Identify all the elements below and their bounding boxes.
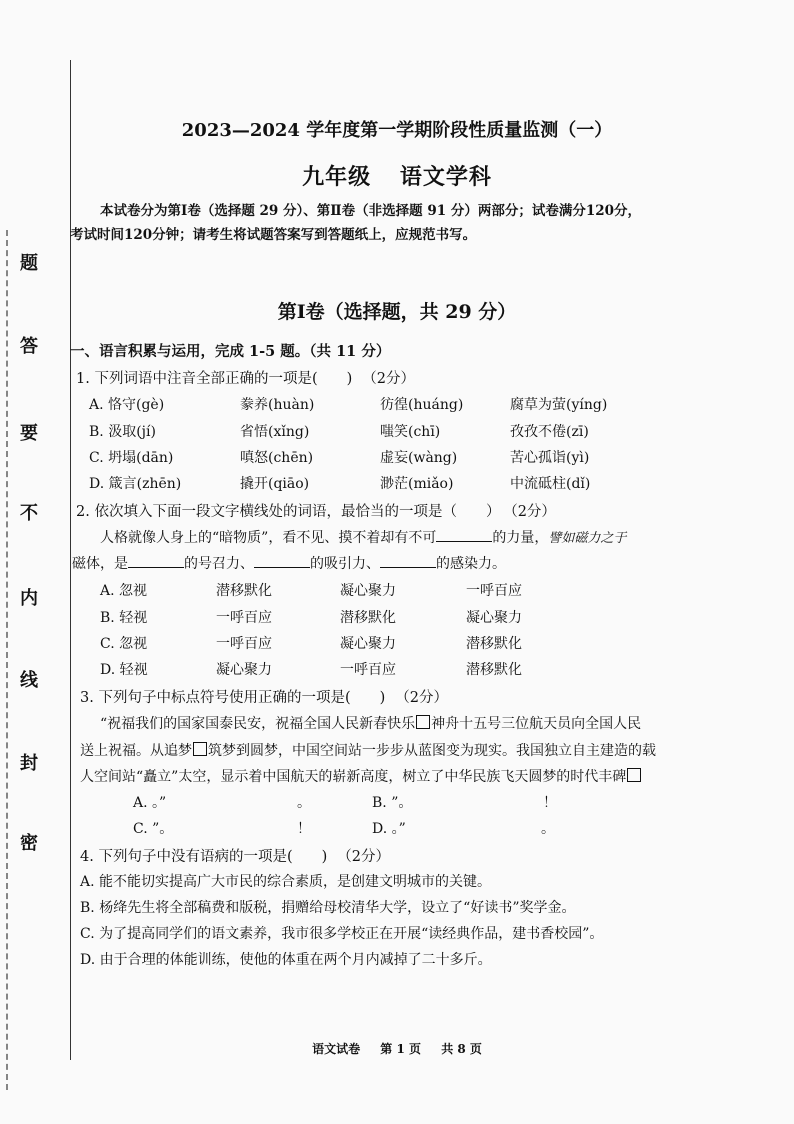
binding-dashes [6, 230, 18, 1090]
passage-text: 筑梦到圆梦，中国空间站一步步从蓝图变为现实。我国独立自主建造的载 [208, 743, 656, 759]
q2-option-c-4: 潜移默化 [466, 636, 522, 652]
q1-option-d-4: 中流砥柱(dǐ) [510, 476, 591, 492]
passage-text: 送上祝福。从追梦 [80, 743, 192, 759]
question-score: （2分） [337, 849, 390, 865]
q1-option-c-3: 虚妄(wàng) [380, 450, 458, 466]
q1-option-b-3: 嗤笑(chī) [380, 424, 441, 440]
punctuation-box [193, 742, 207, 756]
seal-char: 题 [20, 253, 38, 274]
q1-option-a-2: 豢养(huàn) [240, 397, 315, 413]
q3-option-d: D. 。” [372, 821, 406, 837]
fill-blank [128, 555, 184, 568]
q2-option-b-2: 一呼百应 [216, 610, 272, 626]
page-footer [0, 1040, 794, 1057]
q1-option-d: D. 箴言(zhēn) [89, 476, 182, 492]
binding-line [70, 60, 71, 1060]
q2-option-a: A. 忽视 [100, 583, 148, 599]
q2-option-a-2: 潜移默化 [216, 583, 272, 599]
q1-option-c: C. 坍塌(dān) [89, 450, 174, 466]
question-stem: 4. 下列句子中没有语病的一项是( ) [80, 849, 328, 865]
passage-text: 神舟十五号三位航天员向全国人民 [431, 716, 642, 732]
seal-char: 密 [20, 833, 38, 854]
q2-option-a-3: 凝心聚力 [340, 583, 396, 599]
q1-option-d-3: 渺茫(miǎo) [380, 476, 454, 492]
footer-total-pages: 共 8 页 [441, 1042, 482, 1056]
section-title: 第Ⅰ卷（选择题，共 29 分） [277, 301, 517, 323]
fill-blank [254, 555, 310, 568]
q2-option-a-4: 一呼百应 [466, 583, 522, 599]
q3-option-c-2: ！ [297, 821, 311, 837]
instructions-line-1: 本试卷分为第Ⅰ卷（选择题 29 分）、第Ⅱ卷（非选择题 91 分）两部分；试卷满分120分， [100, 203, 641, 219]
q1-option-d-2: 撬开(qiāo) [240, 476, 310, 492]
seal-char: 封 [20, 753, 38, 774]
passage-text: 的力量， [492, 530, 549, 546]
exam-title: 2023—2024 学年度第一学期阶段性质量监测（一） [181, 120, 613, 141]
q2-option-b: B. 轻视 [100, 610, 148, 626]
q1-option-a-3: 彷徨(huáng) [380, 397, 464, 413]
q4-option-c: C. 为了提高同学们的语文素养，我市很多学校正在开展“读经典作品，建书香校园”。 [80, 926, 604, 942]
q4-option-b: B. 杨绛先生将全部稿费和版税，捐赠给母校清华大学，设立了“好读书”奖学金。 [80, 900, 576, 916]
q3-passage-line-2 [80, 740, 656, 760]
q3-passage-line-3 [80, 766, 642, 786]
punctuation-box [416, 715, 430, 729]
question-stem: 3. 下列句子中标点符号使用正确的一项是( ) [80, 690, 386, 706]
q1-option-b-4: 孜孜不倦(zī) [510, 424, 589, 440]
q2-passage-line-1 [100, 527, 626, 547]
q2-option-b-4: 凝心聚力 [466, 610, 522, 626]
q2-option-c-3: 凝心聚力 [340, 636, 396, 652]
q3-option-c: C. ”。 [133, 821, 174, 837]
instructions-line-2: 考试时间120分钟；请考生将试题答案写到答题纸上，应规范书写。 [70, 227, 477, 243]
passage-text: 的号召力、 [184, 556, 254, 572]
handwritten-note: 譬如磁力之于 [548, 531, 627, 546]
subject-label: 语文学科 [399, 164, 492, 190]
question-1-stem [76, 367, 415, 388]
exam-subtitle [0, 160, 794, 191]
q2-option-b-3: 潜移默化 [340, 610, 396, 626]
q4-option-d: D. 由于合理的体能训练，使他的体重在两个月内减掉了二十多斤。 [80, 952, 492, 968]
punctuation-box [627, 768, 641, 782]
fill-blank [436, 529, 492, 542]
q1-option-a-4: 腐草为萤(yíng) [510, 397, 608, 413]
q2-option-c-2: 一呼百应 [216, 636, 272, 652]
q1-option-b: B. 汲取(jí) [89, 424, 156, 440]
seal-char: 内 [20, 588, 38, 609]
passage-text: 的吸引力、 [310, 556, 380, 572]
footer-paper-name: 语文试卷 [312, 1042, 361, 1056]
q3-passage-line-1 [100, 713, 641, 733]
q2-option-d-3: 一呼百应 [340, 662, 396, 678]
question-score: （2分） [395, 690, 448, 706]
q2-option-d-2: 凝心聚力 [216, 662, 272, 678]
passage-text: 人空间站“矗立”太空，显示着中国航天的崭新高度，树立了中华民族飞天圆梦的时代丰碑 [80, 769, 627, 785]
part-heading: 一、语言积累与运用，完成 1-5 题。（共 11 分） [70, 343, 391, 360]
q1-option-c-4: 苦心孤诣(yì) [510, 450, 590, 466]
question-3-stem [80, 686, 448, 707]
footer-page-number: 第 1 页 [380, 1042, 421, 1056]
seal-char: 线 [20, 670, 38, 691]
question-4-stem [80, 845, 390, 866]
question-2-stem [76, 500, 556, 521]
seal-char: 答 [20, 336, 38, 357]
seal-char: 要 [20, 423, 38, 444]
passage-text: 的感染力。 [436, 556, 506, 572]
question-score: （2分） [510, 504, 556, 520]
q2-option-c: C. 忽视 [100, 636, 148, 652]
seal-char: 不 [20, 503, 38, 524]
q3-option-b: B. ”。 [372, 795, 413, 811]
passage-text: 人格就像人身上的“暗物质”，看不见、摸不着却有不可 [100, 530, 437, 546]
passage-text: 磁体，是 [72, 556, 128, 572]
q3-option-a: A. 。” [133, 795, 167, 811]
q4-option-a: A. 能不能切实提高广大市民的综合素质，是创建文明城市的关键。 [80, 874, 492, 890]
question-stem: 2. 依次填入下面一段文字横线处的词语，最恰当的一项是（ ） [76, 504, 501, 520]
q2-option-d-4: 潜移默化 [466, 662, 522, 678]
q3-option-a-2: 。 [297, 795, 311, 811]
q2-option-d: D. 轻视 [100, 662, 148, 678]
grade-label: 九年级 [302, 164, 372, 190]
passage-text: “祝福我们的国家国泰民安，祝福全国人民新春快乐 [100, 716, 416, 732]
question-stem: 1. 下列词语中注音全部正确的一项是( ) [76, 371, 353, 387]
q3-option-b-2: ！ [543, 795, 557, 811]
fill-blank [380, 555, 436, 568]
q2-passage-line-2 [72, 553, 506, 573]
q3-option-d-2: 。 [541, 821, 555, 837]
q1-option-b-2: 省悟(xǐng) [240, 424, 310, 440]
q1-option-c-2: 嗔怒(chēn) [240, 450, 314, 466]
question-score: （2分） [362, 371, 415, 387]
q1-option-a: A. 恪守(gè) [89, 397, 165, 413]
